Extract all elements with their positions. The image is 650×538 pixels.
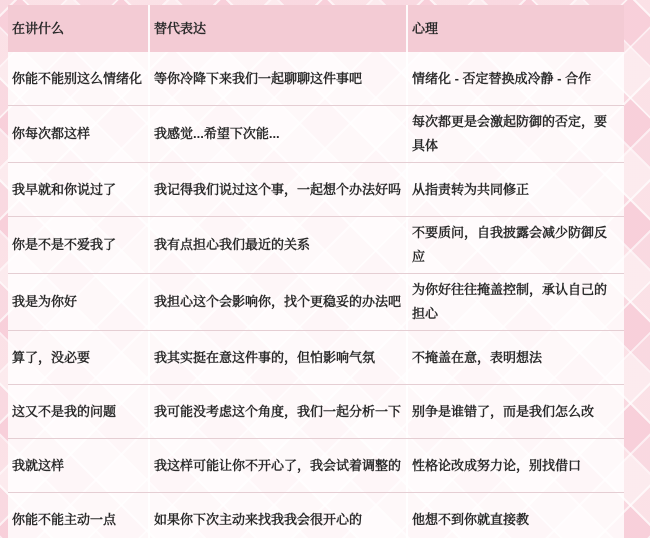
header-cell-alternative: 替代表达 — [148, 5, 406, 52]
table-row — [8, 105, 624, 162]
cell-phrase: 我是为你好 — [12, 294, 78, 309]
header-cell-psychology: 心理 — [406, 5, 624, 52]
cell-alternative: 我这样可能让你不开心了，我会试着调整的 — [148, 439, 406, 492]
cell-alternative: 我其实挺在意这件事的，但怕影响气氛 — [148, 331, 406, 384]
cell-psychology: 情绪化 - 否定替换成冷静 - 合作 — [406, 52, 624, 105]
cell-alternative: 我担心这个会影响你，找个更稳妥的办法吧 — [148, 274, 406, 330]
cell-psychology: 从指责转为共同修正 — [406, 163, 624, 216]
table-row — [8, 216, 624, 273]
cell-phrase: 你能不能主动一点 — [12, 511, 117, 527]
table-row — [8, 492, 624, 538]
cell-phrase: 你是不是不爱我了 — [12, 237, 117, 252]
cell-psychology: 不要质问，自我披露会减少防御反应 — [406, 217, 624, 273]
cell-psychology: 为你好往往掩盖控制，承认自己的担心 — [406, 274, 624, 330]
cell-phrase: 算了，没必要 — [12, 349, 91, 365]
cell-psychology: 性格论改成努力论，别找借口 — [406, 439, 624, 492]
table-row — [8, 330, 624, 384]
cell-psychology: 别争是谁错了，而是我们怎么改 — [406, 385, 624, 438]
cell-alternative: 我有点担心我们最近的关系 — [148, 217, 406, 273]
table-row — [8, 384, 624, 438]
table-header — [8, 5, 624, 52]
cell-phrase: 你能不能别这么情绪化 — [12, 70, 143, 86]
cell-alternative: 我感觉...希望下次能... — [148, 106, 406, 162]
cell-phrase: 我早就和你说过了 — [12, 181, 117, 197]
table-body — [8, 52, 624, 538]
cell-psychology: 不掩盖在意，表明想法 — [406, 331, 624, 384]
table-row — [8, 273, 624, 330]
cell-psychology: 每次都更是会激起防御的否定，要具体 — [406, 106, 624, 162]
cell-alternative: 如果你下次主动来找我我会很开心的 — [148, 493, 406, 538]
cell-alternative: 我记得我们说过这个事，一起想个办法好吗 — [148, 163, 406, 216]
table-row — [8, 52, 624, 105]
cell-alternative: 等你冷降下来我们一起聊聊这件事吧 — [148, 52, 406, 105]
cell-alternative: 我可能没考虑这个角度，我们一起分析一下 — [148, 385, 406, 438]
table-row — [8, 438, 624, 492]
cell-psychology: 他想不到你就直接教 — [406, 493, 624, 538]
cell-phrase: 你每次都这样 — [12, 126, 91, 141]
table-row — [8, 162, 624, 216]
header-cell-phrase: 在讲什么 — [12, 20, 65, 36]
cell-phrase: 我就这样 — [12, 457, 65, 473]
phrase-alternatives-table — [8, 5, 624, 538]
cell-phrase: 这又不是我的问题 — [12, 403, 117, 419]
